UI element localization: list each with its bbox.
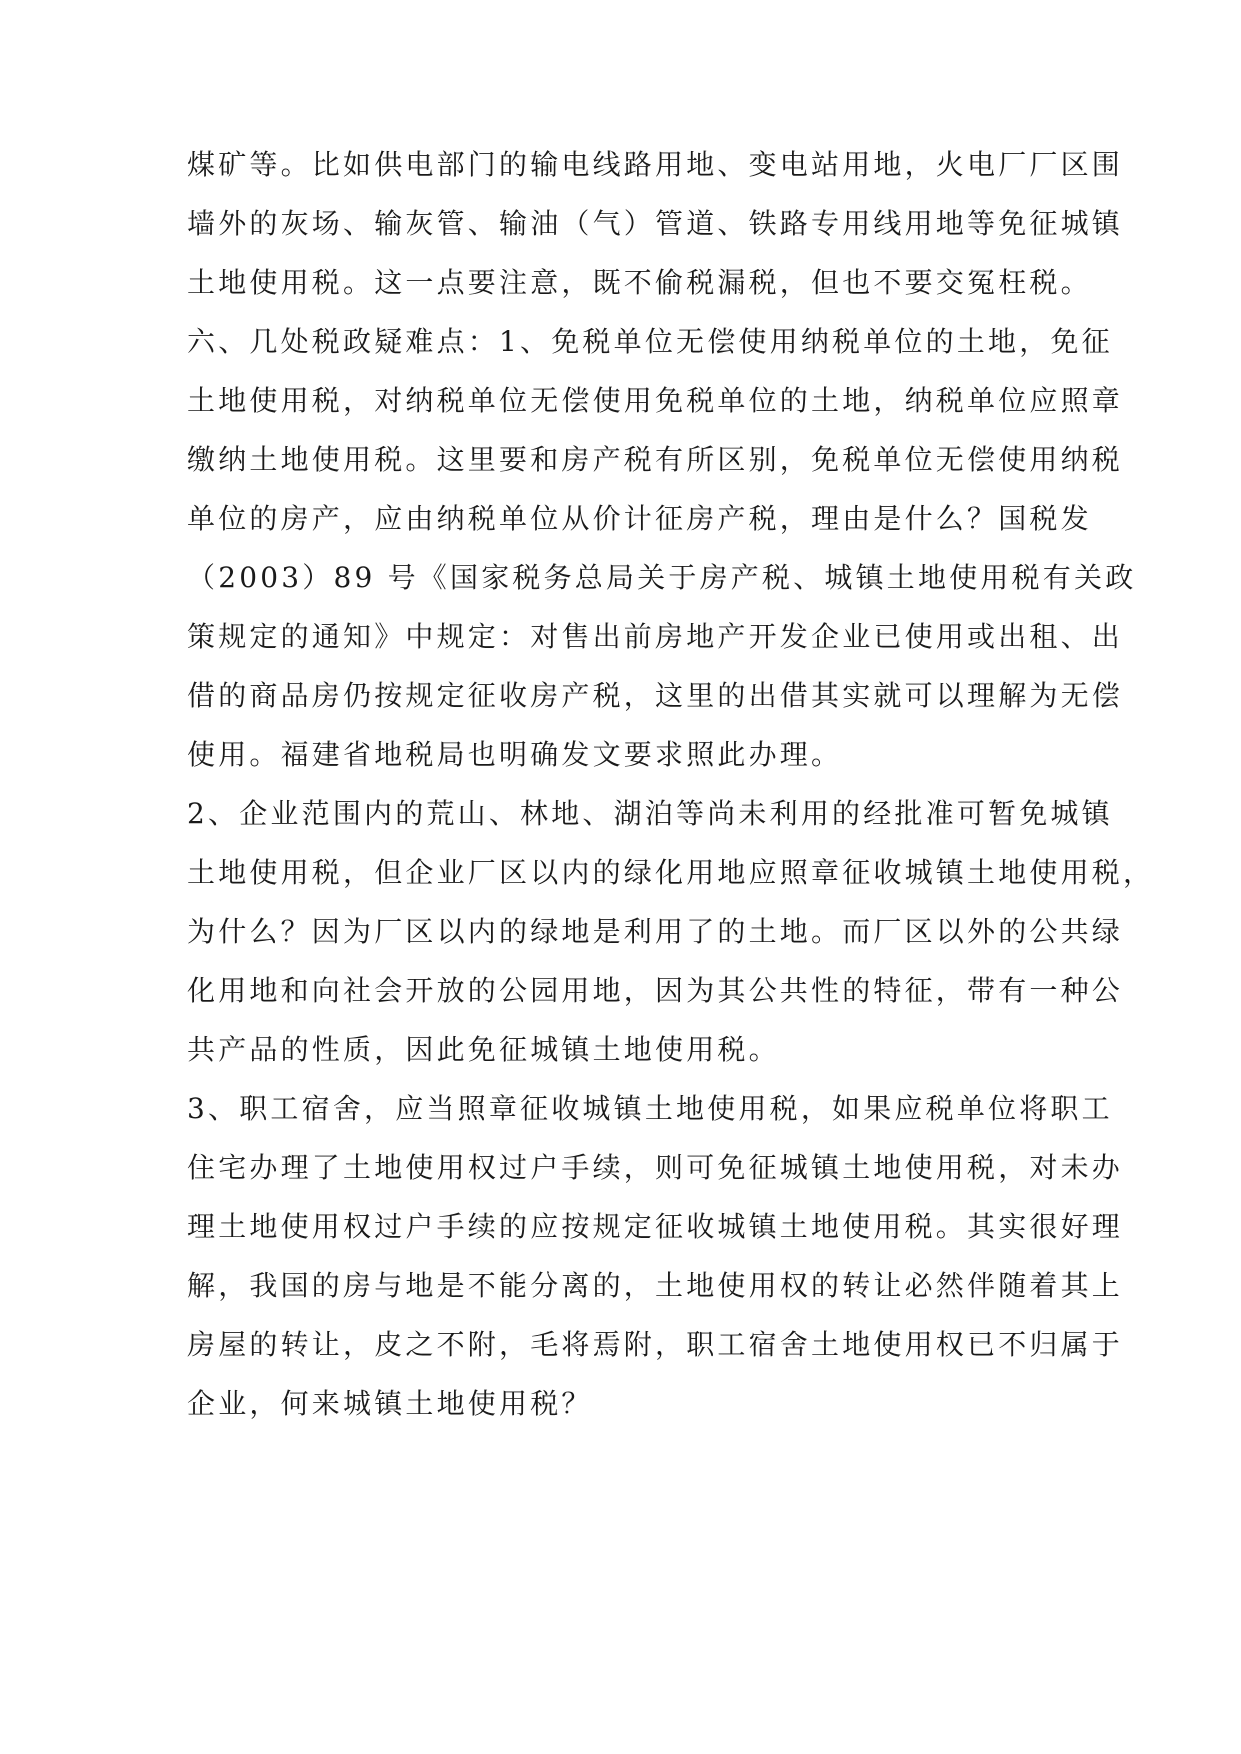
text-line-1: 煤矿等。比如供电部门的输电线路用地、变电站用地，火电厂厂区围	[187, 148, 1124, 181]
text-line-16: 共产品的性质，因此免征城镇土地使用税。	[187, 1033, 780, 1066]
text-line-3: 土地使用税。这一点要注意，既不偷税漏税，但也不要交冤枉税。	[187, 266, 1092, 299]
text-line-6: 缴纳土地使用税。这里要和房产税有所区别，免税单位无偿使用纳税	[187, 443, 1124, 476]
text-line-9: 策规定的通知》中规定：对售出前房地产开发企业已使用或出租、出	[187, 620, 1124, 653]
text-line-8: （2003）89 号《国家税务总局关于房产税、城镇土地使用税有关政	[187, 561, 1137, 594]
text-line-12: 2、企业范围内的荒山、林地、湖泊等尚未利用的经批准可暂免城镇	[187, 797, 1113, 830]
text-line-22: 企业，何来城镇土地使用税？	[187, 1387, 593, 1420]
text-line-2: 墙外的灰场、输灰管、输油（气）管道、铁路专用线用地等免征城镇	[187, 207, 1124, 240]
text-line-15: 化用地和向社会开放的公园用地，因为其公共性的特征，带有一种公	[187, 974, 1124, 1007]
text-line-17: 3、职工宿舍，应当照章征收城镇土地使用税，如果应税单位将职工	[187, 1092, 1113, 1125]
text-line-20: 解，我国的房与地是不能分离的，土地使用权的转让必然伴随着其上	[187, 1269, 1124, 1302]
text-line-18: 住宅办理了土地使用权过户手续，则可免征城镇土地使用税，对未办	[187, 1151, 1124, 1184]
text-line-19: 理土地使用权过户手续的应按规定征收城镇土地使用税。其实很好理	[187, 1210, 1124, 1243]
text-line-7: 单位的房产，应由纳税单位从价计征房产税，理由是什么？国税发	[187, 502, 1092, 535]
text-line-5: 土地使用税，对纳税单位无偿使用免税单位的土地，纳税单位应照章	[187, 384, 1124, 417]
text-line-14: 为什么？因为厂区以内的绿地是利用了的土地。而厂区以外的公共绿	[187, 915, 1124, 948]
text-line-11: 使用。福建省地税局也明确发文要求照此办理。	[187, 738, 843, 771]
text-line-13: 土地使用税，但企业厂区以内的绿化用地应照章征收城镇土地使用税，	[187, 856, 1155, 889]
text-line-10: 借的商品房仍按规定征收房产税，这里的出借其实就可以理解为无偿	[187, 679, 1124, 712]
text-line-4: 六、几处税政疑难点：1、免税单位无偿使用纳税单位的土地，免征	[187, 325, 1113, 358]
text-line-21: 房屋的转让，皮之不附，毛将焉附，职工宿舍土地使用权已不归属于	[187, 1328, 1124, 1361]
